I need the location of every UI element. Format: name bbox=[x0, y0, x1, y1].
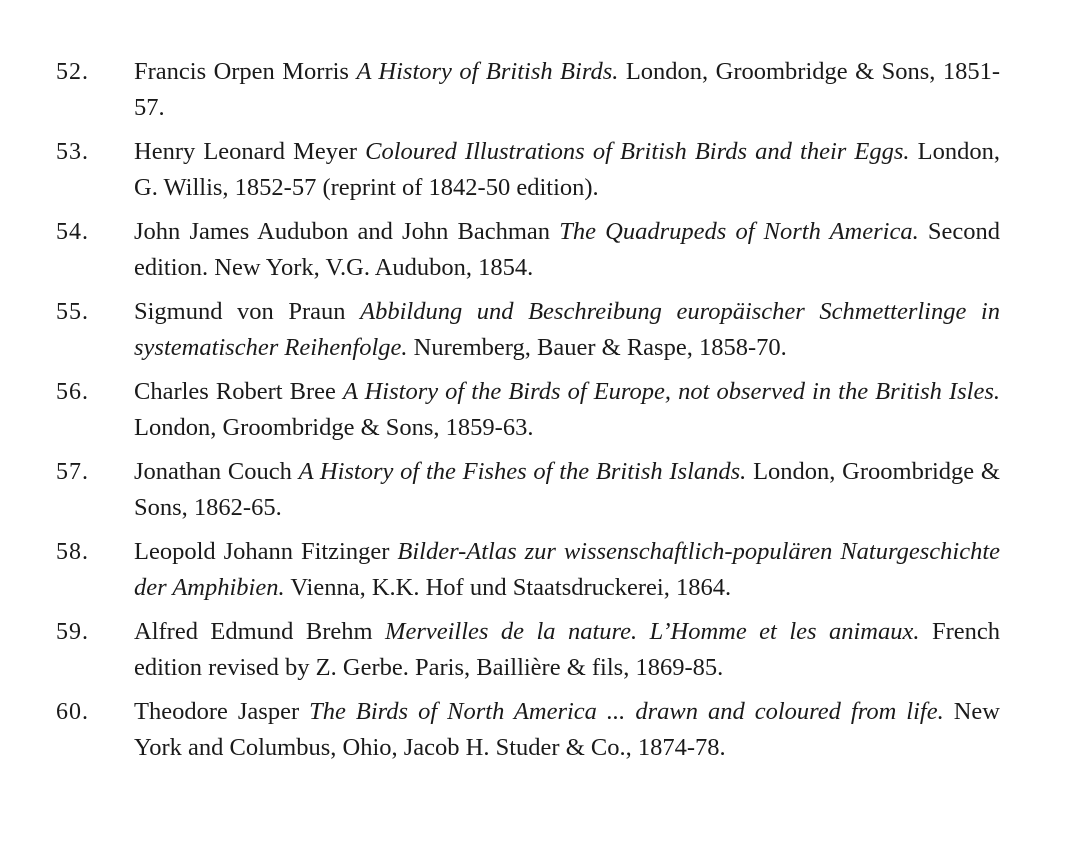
entry-imprint: New York and Columbus, Ohio, Jacob H. Studer & Co., 1874-78. bbox=[134, 698, 1000, 761]
bibliography-entry-60 bbox=[0, 694, 1074, 768]
entry-author: Alfred Edmund Brehm bbox=[134, 618, 373, 645]
entry-imprint: Second edition. New York, V.G. Audubon, 1854. bbox=[134, 218, 1001, 281]
entry-author: Sigmund von Praun bbox=[134, 298, 346, 325]
entry-author: Theodore Jasper bbox=[134, 698, 300, 725]
entry-title: A History of the Birds of Europe, not observed in the British Isles. bbox=[343, 378, 1000, 405]
entry-title: Coloured Illustrations of British Birds and their Eggs. bbox=[365, 138, 910, 165]
entry-text bbox=[134, 294, 1000, 366]
entry-number: 58. bbox=[56, 539, 89, 565]
entry-imprint: London, Groombridge & Sons, 1851-57. bbox=[134, 58, 1001, 121]
entry-text bbox=[134, 694, 1000, 766]
bibliography-entry-58 bbox=[0, 534, 1074, 608]
entry-text bbox=[134, 374, 1000, 446]
entry-title: The Quadrupeds of North America. bbox=[559, 218, 919, 245]
entry-title: A History of British Birds. bbox=[356, 58, 619, 85]
entry-author: Henry Leonard Meyer bbox=[134, 138, 358, 165]
entry-text bbox=[134, 614, 1000, 686]
entry-author: John James Audubon and John Bachman bbox=[134, 218, 551, 245]
entry-title: The Birds of North America ... drawn and coloured from life. bbox=[309, 698, 944, 725]
entry-number: 57. bbox=[56, 459, 89, 485]
bibliography-entry-52 bbox=[0, 54, 1074, 128]
entry-imprint: Vienna, K.K. Hof und Staatsdruckerei, 1864. bbox=[290, 574, 732, 601]
entry-imprint: London, Groombridge & Sons, 1862-65. bbox=[134, 458, 1000, 521]
entry-title: Bilder-Atlas zur wissenschaftlich-populären Naturgeschichte der Amphibien. bbox=[134, 538, 1001, 601]
entry-author: Charles Robert Bree bbox=[134, 378, 336, 405]
entry-text bbox=[134, 534, 1000, 606]
entry-author: Francis Orpen Morris bbox=[134, 58, 349, 85]
entry-number: 53. bbox=[56, 139, 89, 165]
entry-text bbox=[134, 54, 1000, 126]
entry-title: A History of the Fishes of the British Islands. bbox=[298, 458, 747, 485]
entry-number: 55. bbox=[56, 299, 89, 325]
bibliography-entry-55 bbox=[0, 294, 1074, 368]
bibliography-entry-59 bbox=[0, 614, 1074, 688]
entry-text bbox=[134, 134, 1000, 206]
entry-number: 60. bbox=[56, 699, 89, 725]
entry-imprint: French edition revised by Z. Gerbe. Paris, Baillière & fils, 1869-85. bbox=[134, 618, 1001, 681]
entry-text bbox=[134, 454, 1000, 526]
entry-number: 56. bbox=[56, 379, 89, 405]
entry-number: 59. bbox=[56, 619, 89, 645]
entry-title: Merveilles de la nature. L’Homme et les animaux. bbox=[385, 618, 920, 645]
bibliography-entry-56 bbox=[0, 374, 1074, 448]
bibliography-entry-54 bbox=[0, 214, 1074, 288]
entry-text bbox=[134, 214, 1000, 286]
entry-imprint: London, Groombridge & Sons, 1859-63. bbox=[134, 414, 534, 441]
entry-number: 52. bbox=[56, 59, 89, 85]
entry-imprint: London, G. Willis, 1852-57 (reprint of 1842-50 edition). bbox=[134, 138, 1000, 201]
entry-number: 54. bbox=[56, 219, 89, 245]
entry-author: Leopold Johann Fitzinger bbox=[134, 538, 390, 565]
entry-title: Abbildung und Beschreibung europäischer Schmetterlinge in systematischer Reihenfolge. bbox=[134, 298, 1000, 361]
entry-imprint: Nuremberg, Bauer & Raspe, 1858-70. bbox=[413, 334, 787, 361]
bibliography-entry-53 bbox=[0, 134, 1074, 208]
bibliography-entry-57 bbox=[0, 454, 1074, 528]
entry-author: Jonathan Couch bbox=[134, 458, 292, 485]
